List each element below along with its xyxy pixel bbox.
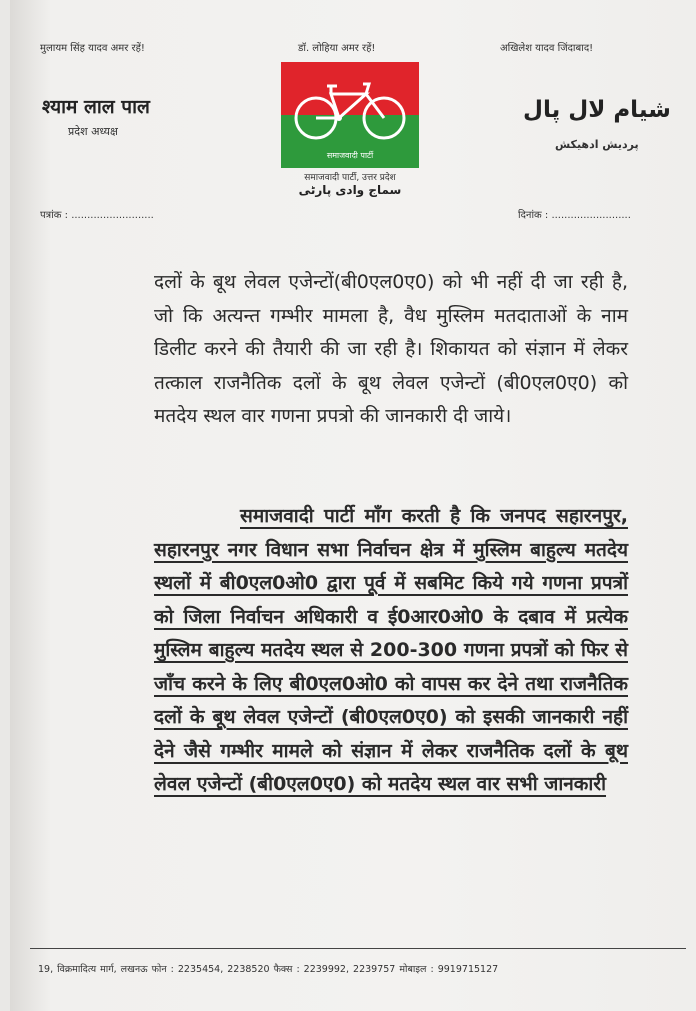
date-field: दिनांक : ......................... xyxy=(518,210,631,221)
paragraph-1 xyxy=(154,266,628,434)
bicycle-icon xyxy=(291,74,409,144)
reference-number-field: पत्रांक : .......................... xyxy=(40,210,154,221)
president-name-urdu: شیام لال پال xyxy=(523,97,671,123)
footer-address: 19, विक्रमादित्य मार्ग, लखनऊ फोन : 2235454, 2238520 फैक्स : 2239992, 2239757 मोबाइल : 9919715127 xyxy=(38,964,499,975)
logo-caption: समाजवादी पार्टी xyxy=(326,151,374,160)
paragraph-2 xyxy=(154,500,628,802)
president-title-urdu: پردیش ادھیکش xyxy=(555,138,639,151)
party-name-hindi: समाजवादी पार्टी, उत्तर प्रदेश xyxy=(304,173,396,183)
party-logo xyxy=(281,62,419,168)
paragraph-2-text: समाजवादी पार्टी माँग करती है कि जनपद सहारनपुर, सहारनपुर नगर विधान सभा निर्वाचन क्षेत्र में मुस्लिम बाहुल्य मतदेय स्थलों में बी0एल0ओ0 द्वारा पूर्व में सबमिट किये गये गणना प्रपत्रों को जिला निर्वाचन अधिकारी व ई0आर0ओ0 के दबाव में प्रत्येक मुस्लिम बाहुल्य मतदेय स्थल से 200-300 गणना प्रपत्रों को फिर से जाँच करने के लिए बी0एल0ओ0 को वापस कर देने तथा राजनैतिक दलों के बूथ लेवल एजेन्टों (बी0एल0ए0) को इसकी जानकारी नहीं देने जैसे गम्भीर मामले को संज्ञान में लेकर राजनैतिक दलों के बूथ लेवल एजेन्टों (बी0एल0ए0) को मतदेय स्थल वार सभी जानकारी xyxy=(154,505,628,795)
slogan-left: मुलायम सिंह यादव अमर रहें! xyxy=(40,43,145,54)
president-title-hindi: प्रदेश अध्यक्ष xyxy=(68,125,118,138)
slogan-center: डॉ. लोहिया अमर रहें! xyxy=(298,43,376,54)
footer-divider xyxy=(30,948,686,949)
slogan-right: अखिलेश यादव जिंदाबाद! xyxy=(500,43,594,54)
paragraph-1-text: दलों के बूथ लेवल एजेन्टों(बी0एल0ए0) को भी नहीं दी जा रही है, जो कि अत्यन्त गम्भीर मामला है, वैध मुस्लिम मतदाताओं के नाम डिलीट करने की तैयारी की जा रही है। शिकायत को संज्ञान में लेकर तत्काल राजनैतिक दलों के बूथ लेवल एजेन्टों (बी0एल0ए0) को मतदेय स्थल वार गणना प्रपत्रो की जानकारी दी जाये। xyxy=(154,271,628,427)
party-name-urdu: سماج وادی پارٹی xyxy=(298,183,402,197)
president-name-hindi: श्याम लाल पाल xyxy=(42,96,150,118)
